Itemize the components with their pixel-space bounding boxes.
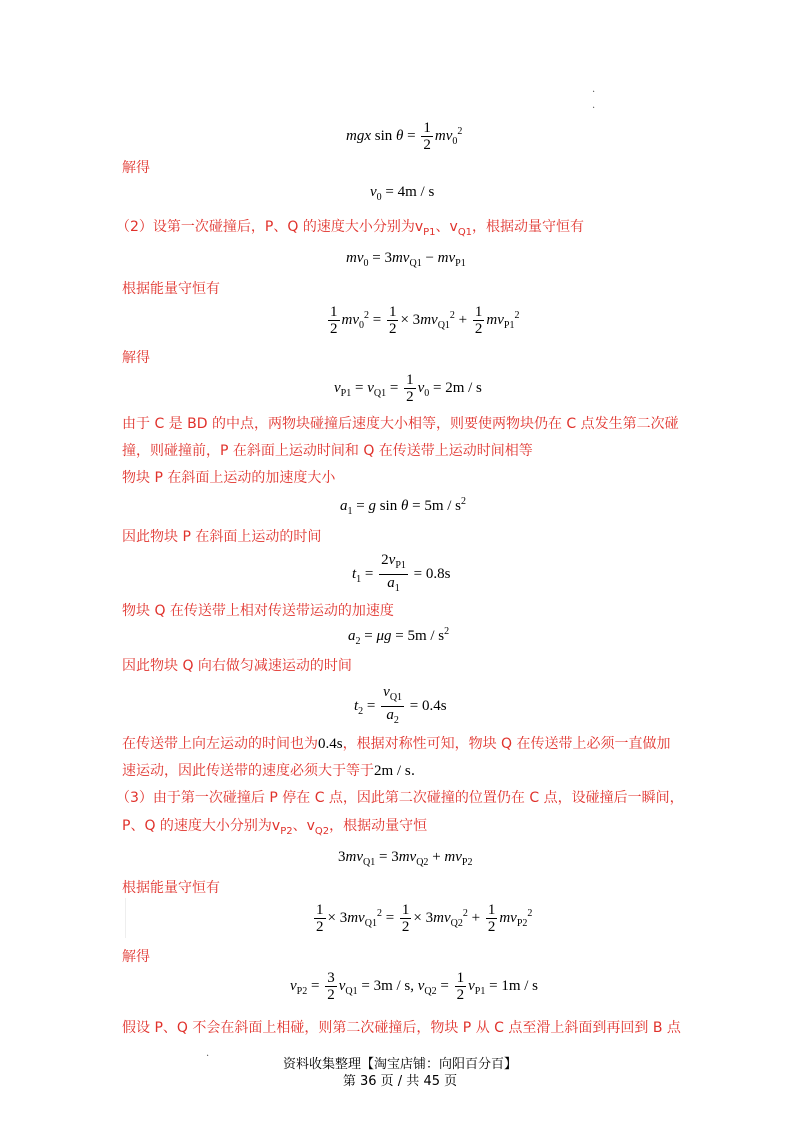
equation-t1: $t_1$ = $\frac{2v_{P1}}{a_1}$ = 0.8s: [352, 552, 451, 594]
text-part3-intro: （3）由于第一次碰撞后 P 停在 C 点，因此第二次碰撞的位置仍在 C 点，设碰撞后一瞬间，: [116, 790, 684, 806]
text-part2-intro: （2）设第一次碰撞后，P、Q 的速度大小分别为$v_{P1}$、$v_{Q1}$，根据动量守恒有: [116, 219, 585, 238]
text-part3-speeds: P、Q 的速度大小分别为$v_{P2}$、$v_{Q2}$，根据动量守恒: [122, 818, 428, 837]
text-solve-3: 解得: [122, 949, 150, 965]
equation-a2: $a_2 = \mu g = 5m / s^2$: [348, 626, 450, 647]
mark-dot: .: [206, 1048, 210, 1059]
equation-v0: $v_0 = 4m / s$: [370, 184, 435, 203]
text-belt-speed: 速运动，因此传送带的速度必须大于等于2m / s.: [122, 763, 416, 779]
text-time-equal: 撞，则碰撞前，P 在斜面上运动时间和 Q 在传送带上运动时间相等: [122, 443, 533, 459]
text-solve-1: 解得: [122, 160, 150, 176]
equation-a1: $a_1 = g$ $\sin \theta = 5m / s^2$: [340, 496, 466, 517]
equation-t2: $t_2$ = $\frac{v_{Q1}}{a_2}$ = 0.4s: [354, 684, 447, 726]
equation-energy-slope: mgx sin θ = $\frac{1}{2}$ $mv_0^2$: [346, 120, 463, 153]
equation-energy-2: $\frac{1}{2}$ × $3mv_{Q1}^2$ = $\frac{1}{2}$ × $3mv_{Q2}^2$ + $\frac{1}{2}$ $mv_{P2}^2$: [316, 902, 533, 935]
equation-momentum-1: $mv_0 = 3mv_{Q1} - mv_{P1}$: [346, 250, 466, 269]
equation-vp1: $v_{P1} = v_{Q1}$ = $\frac{1}{2}$ $v_0 = 2m / s$: [334, 372, 482, 405]
text-assume: 假设 P、Q 不会在斜面上相碰，则第二次碰撞后，物块 P 从 C 点至滑上斜面到再回到 B 点: [122, 1020, 681, 1036]
text-energy-1: 根据能量守恒有: [122, 281, 220, 297]
footer-source: 资料收集整理【淘宝店铺：向阳百分百】: [282, 1057, 517, 1072]
equation-energy-1: $\frac{1}{2}$ $mv_0^2$ = $\frac{1}{2}$ × $3mv_{Q1}^2$ + $\frac{1}{2}$ $mv_{P1}^2$: [330, 304, 520, 337]
scan-artifact: [125, 898, 126, 938]
footer-page-number: 第 36 页 / 共 45 页: [342, 1074, 458, 1089]
equation-momentum-2: $3mv_{Q1} = 3mv_{Q2} + mv_{P2}$: [338, 849, 473, 868]
mark-dot: .: [592, 84, 596, 95]
mark-dot: .: [592, 100, 596, 111]
text-accel-q: 物块 Q 在传送带上相对传送带运动的加速度: [122, 603, 394, 619]
text-accel-p: 物块 P 在斜面上运动的加速度大小: [122, 470, 336, 486]
equation-vp2-vq2: $v_{P2}$ = $\frac{3}{2}$ $v_{Q1} = 3m / s$, $v_{Q2}$ = $\frac{1}{2}$ $v_{P1} = 1m / s$: [290, 970, 538, 1003]
text-symmetry: 在传送带上向左运动的时间也为0.4s，根据对称性可知，物块 Q 在传送带上必须一直做加: [122, 736, 671, 752]
text-time-q: 因此物块 Q 向右做匀减速运动的时间: [122, 658, 352, 674]
text-solve-2: 解得: [122, 350, 150, 366]
text-time-p: 因此物块 P 在斜面上运动的时间: [122, 529, 322, 545]
text-midpoint: 由于 C 是 BD 的中点，两物块碰撞后速度大小相等，则要使两物块仍在 C 点发生第二次碰: [122, 416, 679, 432]
text-energy-2: 根据能量守恒有: [122, 880, 220, 896]
